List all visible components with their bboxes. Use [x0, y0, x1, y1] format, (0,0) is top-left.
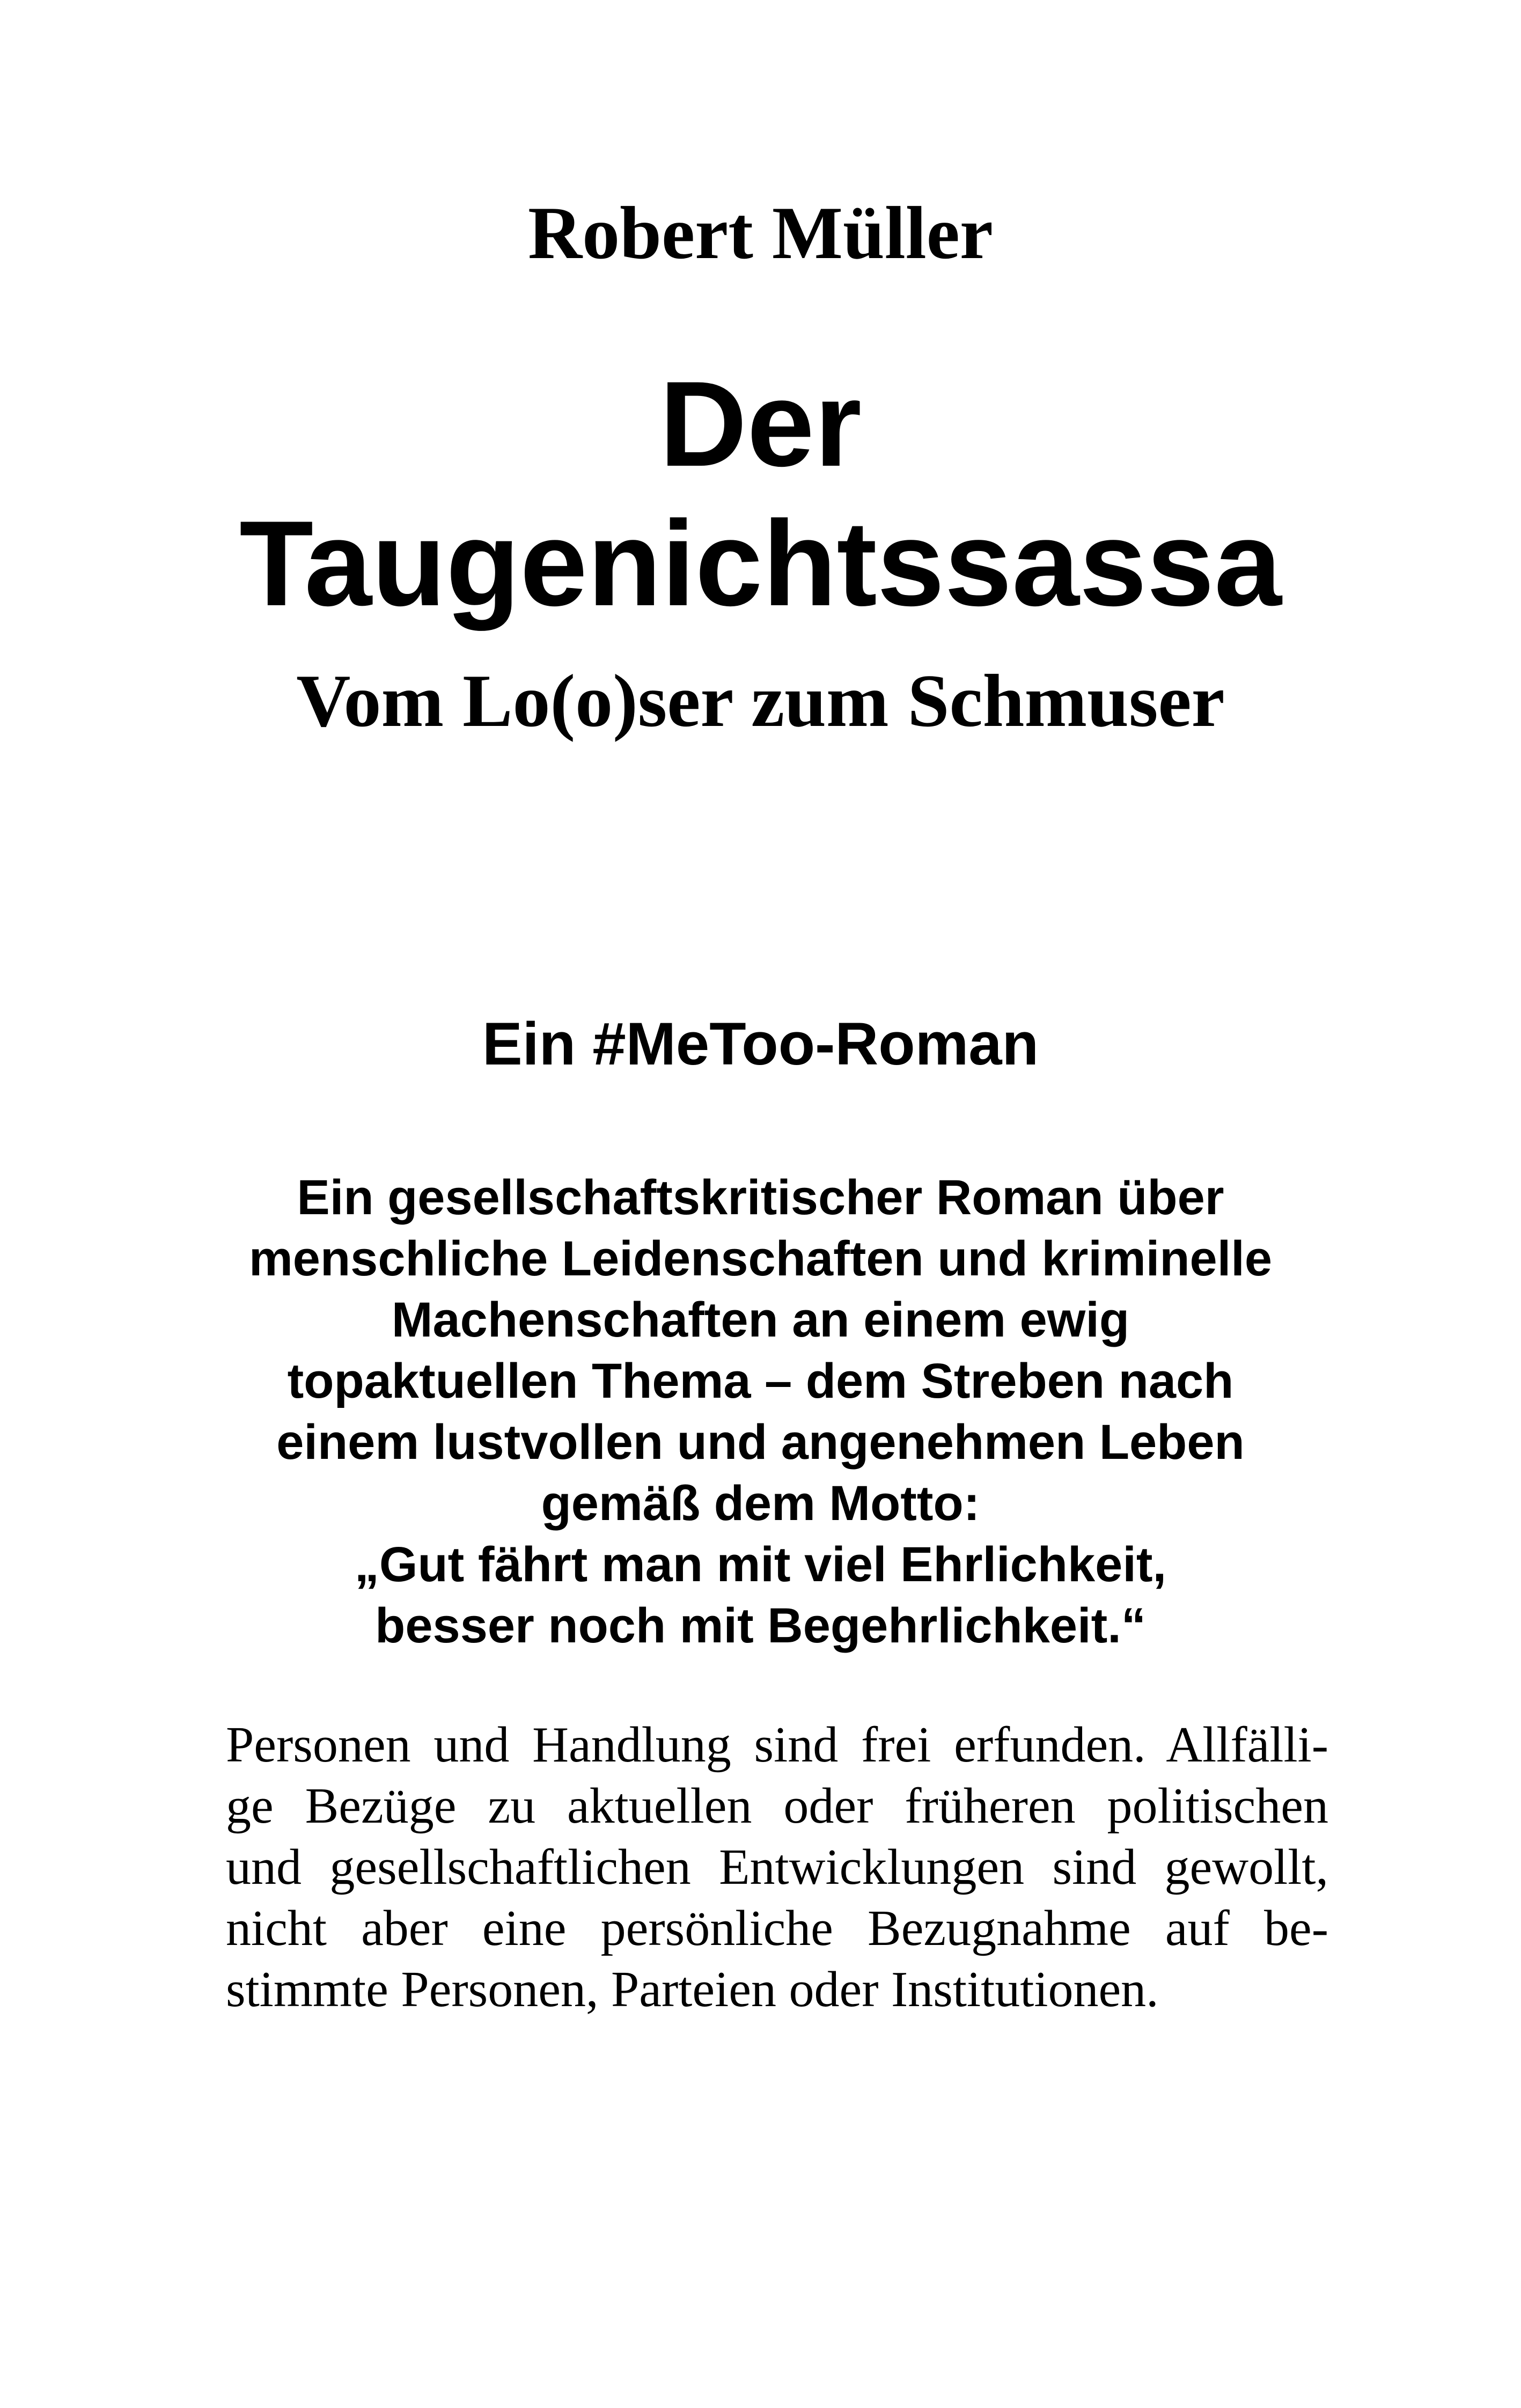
disclaimer-line: nicht aber eine persönliche Bezugnahme auf be- [226, 1900, 1328, 1956]
disclaimer-line: stimmte Personen, Parteien oder Institutionen. [226, 1962, 1159, 2017]
book-title-line-1: Der [659, 356, 862, 491]
disclaimer-line: Personen und Handlung sind frei erfunden. Allfälli- [226, 1717, 1328, 1773]
disclaimer-line: ge Bezüge zu aktuellen oder früheren politischen [226, 1778, 1328, 1834]
author-name: Robert Müller [528, 192, 993, 275]
genre-label: Ein #MeToo-Roman [482, 1010, 1039, 1077]
book-subtitle: Vom Lo(o)ser zum Schmuser [296, 659, 1225, 743]
blurb-line: topaktuellen Thema – dem Streben nach [287, 1354, 1234, 1408]
book-title-line-2: Taugenichtssassa [239, 495, 1282, 631]
disclaimer-paragraph [226, 1714, 1328, 2020]
blurb-motto-line: besser noch mit Begehrlichkeit.“ [375, 1598, 1146, 1653]
blurb-line: gemäß dem Motto: [541, 1476, 980, 1531]
blurb-line: Machenschaften an einem ewig [391, 1293, 1130, 1347]
blurb-motto-line: „Gut fährt man mit viel Ehrlichkeit, [354, 1537, 1167, 1592]
blurb [0, 1167, 1521, 1656]
blurb-line: menschliche Leidenschaften und kriminelle [249, 1231, 1272, 1286]
blurb-line: Ein gesellschaftskritischer Roman über [297, 1170, 1224, 1225]
blurb-line: einem lustvollen und angenehmen Leben [276, 1415, 1245, 1470]
disclaimer-line: und gesellschaftlichen Entwicklungen sind gewollt, [226, 1839, 1328, 1895]
